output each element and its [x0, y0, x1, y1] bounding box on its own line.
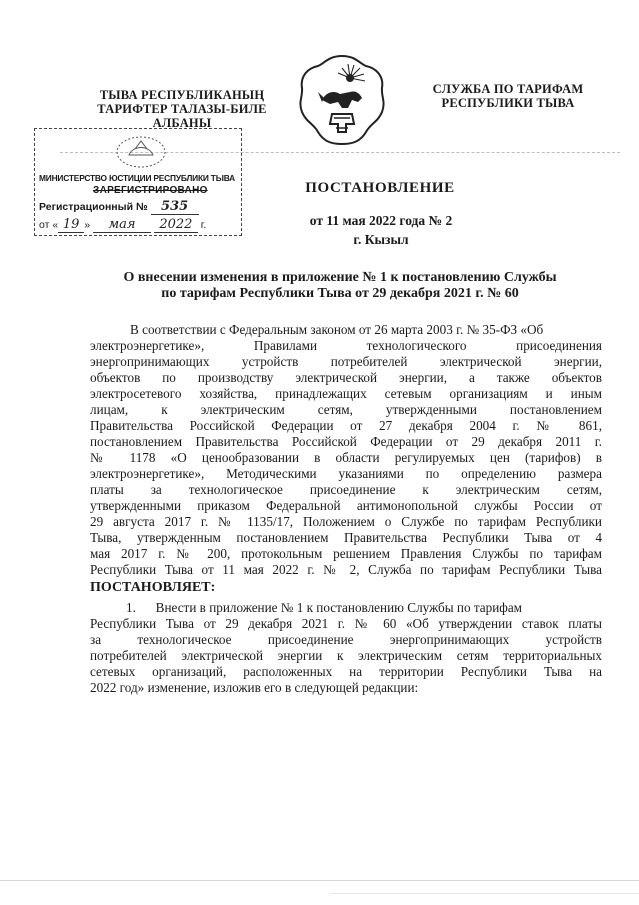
- registration-stamp: [34, 128, 242, 236]
- stamp-date-line: [39, 217, 206, 233]
- header-right: [418, 82, 598, 110]
- item-line-1: 1. Внести в приложение № 1 к постановлению Службы по тарифам: [126, 600, 523, 615]
- item-line-6: 2022 год» изменение, изложив его в следующей редакции:: [90, 680, 419, 695]
- body-line-2: электроэнергетике», Правилами технологического присоединения: [90, 338, 602, 353]
- coat-of-arms-icon: [296, 52, 388, 148]
- scan-artifact-line: [330, 893, 639, 894]
- document-type: ПОСТАНОВЛЕНИЕ: [305, 180, 455, 196]
- item-line-4: потребителей электрической энергии к электрическим сетям территориальных: [90, 648, 602, 663]
- body-line-15: мая 2017 г. № 200, протокольным решением Правления Службы по тарифам: [90, 546, 602, 561]
- document-city: г. Кызыл: [353, 232, 409, 247]
- body-line-7: Правительства Российской Федерации от 27 декабря 2004 г. № 861,: [90, 418, 602, 433]
- body-line-8: постановлением Правительства Российской Федерации от 29 декабря 2011 г.: [90, 434, 602, 449]
- body-line-12: утвержденными приказом Федеральной антимонопольной службы России от: [90, 498, 602, 513]
- header-left-line-1: ТЫВА РЕСПУБЛИКАНЫҢ: [99, 88, 265, 102]
- stamp-date-day: 19: [58, 217, 84, 233]
- body-line-1: В соответствии с Федеральным законом от 26 марта 2003 г. № 35-ФЗ «Об: [130, 322, 544, 337]
- body-line-10: электроэнергетике», Методическими указаниями по определению размера: [90, 466, 602, 481]
- item-line-5: сетевых организаций, расположенных на территории Республики Тыва на: [90, 664, 602, 679]
- body-line-3: энергопринимающих устройств потребителей электрической энергии,: [90, 354, 602, 369]
- stamp-status-text: ЗАРЕГИСТРИРОВАНО: [93, 185, 208, 196]
- stamp-reg-label: Регистрационный №: [39, 201, 148, 213]
- header-left-line-3: АЛБАНЫ: [152, 116, 212, 130]
- ministry-crest-icon: [111, 135, 171, 169]
- item-line-2: Республики Тыва от 29 декабря 2021 г. № 60 «Об утверждении ставок платы: [90, 616, 602, 631]
- stamp-date-suffix: г.: [200, 219, 207, 231]
- body-line-13: 29 августа 2017 г. № 1135/17, Положением о Службе по тарифам Республики: [90, 514, 602, 529]
- stamp-status: [93, 185, 208, 196]
- body-line-6: лицам, к электрическим сетям, утвержденными постановлением: [90, 402, 602, 417]
- stamp-ministry: МИНИСТЕРСТВО ЮСТИЦИИ РЕСПУБЛИКИ ТЫВА: [38, 173, 235, 183]
- subject-line-2: по тарифам Республики Тыва от 29 декабря 2021 г. № 60: [161, 286, 519, 301]
- stamp-reg-line: [39, 199, 199, 215]
- header-right-line-2: РЕСПУБЛИКИ ТЫВА: [441, 96, 575, 110]
- body-line-14: Тыва, утвержденным постановлением Правительства Республики Тыва от 4: [90, 530, 602, 545]
- header-left-line-2: ТАРИФТЕР ТАЛАЗЫ-БИЛЕ: [97, 102, 267, 116]
- body-line-16: Республики Тыва от 11 мая 2022 г. № 2, Служба по тарифам Республики Тыва: [90, 562, 602, 577]
- item-line-3: за технологическое присоединение энергопринимающих устройств: [90, 632, 602, 647]
- subject-line-1: О внесении изменения в приложение № 1 к постановлению Службы: [123, 270, 557, 285]
- stamp-date-mid: »: [84, 219, 91, 231]
- document-subject: [60, 270, 620, 302]
- scan-artifact-line: [0, 880, 639, 881]
- body-line-5: электросетевого хозяйства, принадлежащих сетевым организациям и иным: [90, 386, 602, 401]
- document-date: от 11 мая 2022 года № 2: [309, 213, 453, 228]
- decree-word: ПОСТАНОВЛЯЕТ:: [90, 580, 216, 595]
- stamp-date-month: мая: [93, 217, 151, 233]
- header-right-line-1: СЛУЖБА ПО ТАРИФАМ: [432, 82, 584, 96]
- body-line-11: платы за технологическое присоединение к электрическим сетям,: [90, 482, 602, 497]
- body-line-9: № 1178 «О ценообразовании в области регулируемых цен (тарифов) в: [90, 450, 602, 465]
- stamp-date-year: 2022: [154, 217, 198, 233]
- stamp-reg-number: 535: [151, 199, 199, 215]
- stamp-date-prefix: от «: [39, 219, 59, 231]
- header-left: [82, 88, 282, 130]
- body-line-4: объектов по производству электрической энергии, а также объектов: [90, 370, 602, 385]
